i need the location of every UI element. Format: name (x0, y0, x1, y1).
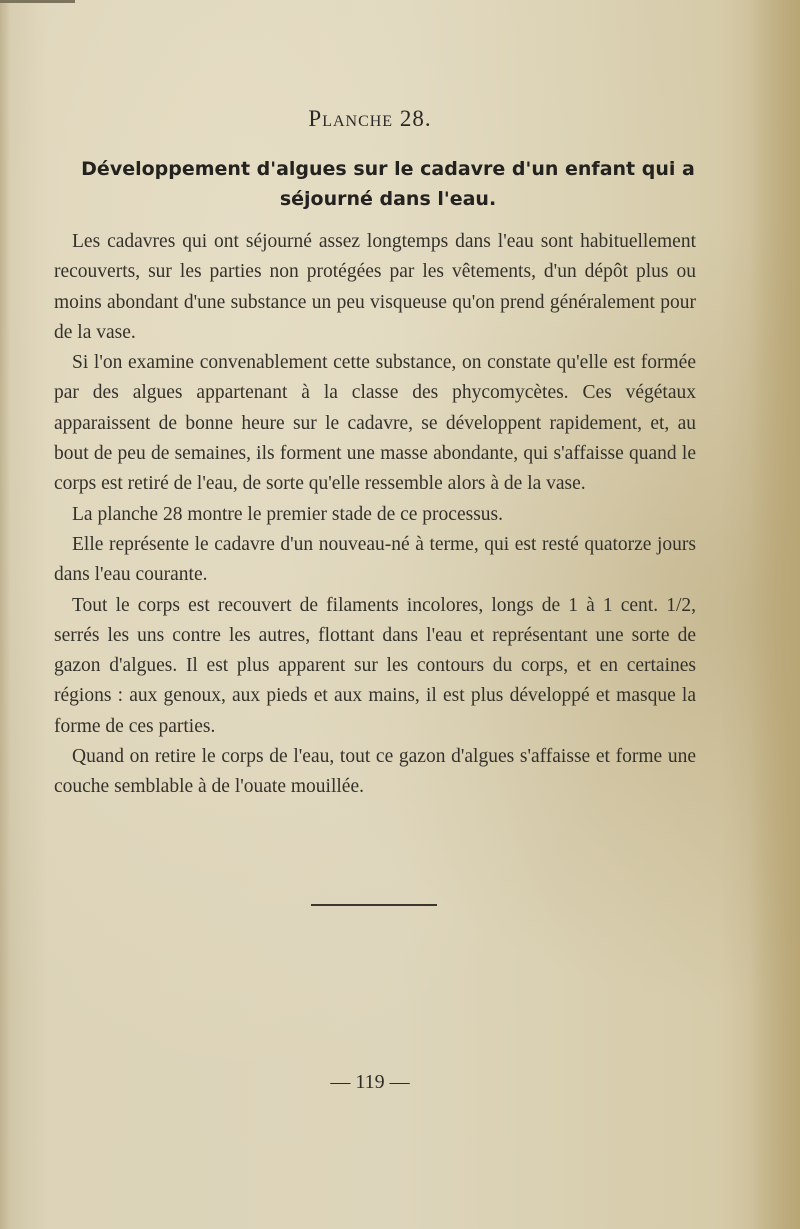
paragraph-2: Si l'on examine convenablement cette substance, on constate qu'elle est formée par des algues appartenant à la classe des phycomycètes. Ces végétaux apparaissent de bonne heure sur le cadavre, se développent rapidement, et, au bout de peu de semaines, ils forment une masse abondante, qui s'affaisse quand le corps est retiré de l'eau, de sorte qu'elle ressemble alors à de la vase. (54, 352, 696, 495)
paragraph-1: Les cadavres qui ont séjourné assez longtemps dans l'eau sont habituellement recouverts, sur les parties non protégées par les vêtements, d'un dépôt plus ou moins abondant d'une substance un peu visqueuse qu'on prend généralement pour de la vase. (54, 231, 696, 343)
top-edge-rule (0, 0, 75, 3)
page-right-shadow (750, 0, 800, 1229)
page-left-shadow (0, 0, 10, 1229)
section-separator (311, 904, 437, 906)
page-number: — 119 — (330, 1071, 410, 1093)
section-heading: Développement d'algues sur le cadavre d'un enfant qui a séjourné dans l'eau. (81, 158, 695, 210)
plate-title: Planche 28. (308, 106, 432, 131)
body-text (54, 227, 696, 803)
paragraph-3: La planche 28 montre le premier stade de ce processus. (72, 503, 503, 525)
paragraph-6: Quand on retire le corps de l'eau, tout ce gazon d'algues s'affaisse et forme une couche semblable à de l'ouate mouillée. (54, 746, 696, 798)
paragraph-4: Elle représente le cadavre d'un nouveau-né à terme, qui est resté quatorze jours dans l'eau courante. (54, 533, 696, 586)
paragraph-5: Tout le corps est recouvert de filaments incolores, longs de 1 à 1 cent. 1/2, serrés les uns contre les autres, flottant dans l'eau et représentant une sorte de gazon d'algues. Il est plus apparent sur les contours du corps, et en certaines régions : aux genoux, aux pieds et aux mains, il est plus développé et masque la forme de ces parties. (54, 594, 696, 737)
